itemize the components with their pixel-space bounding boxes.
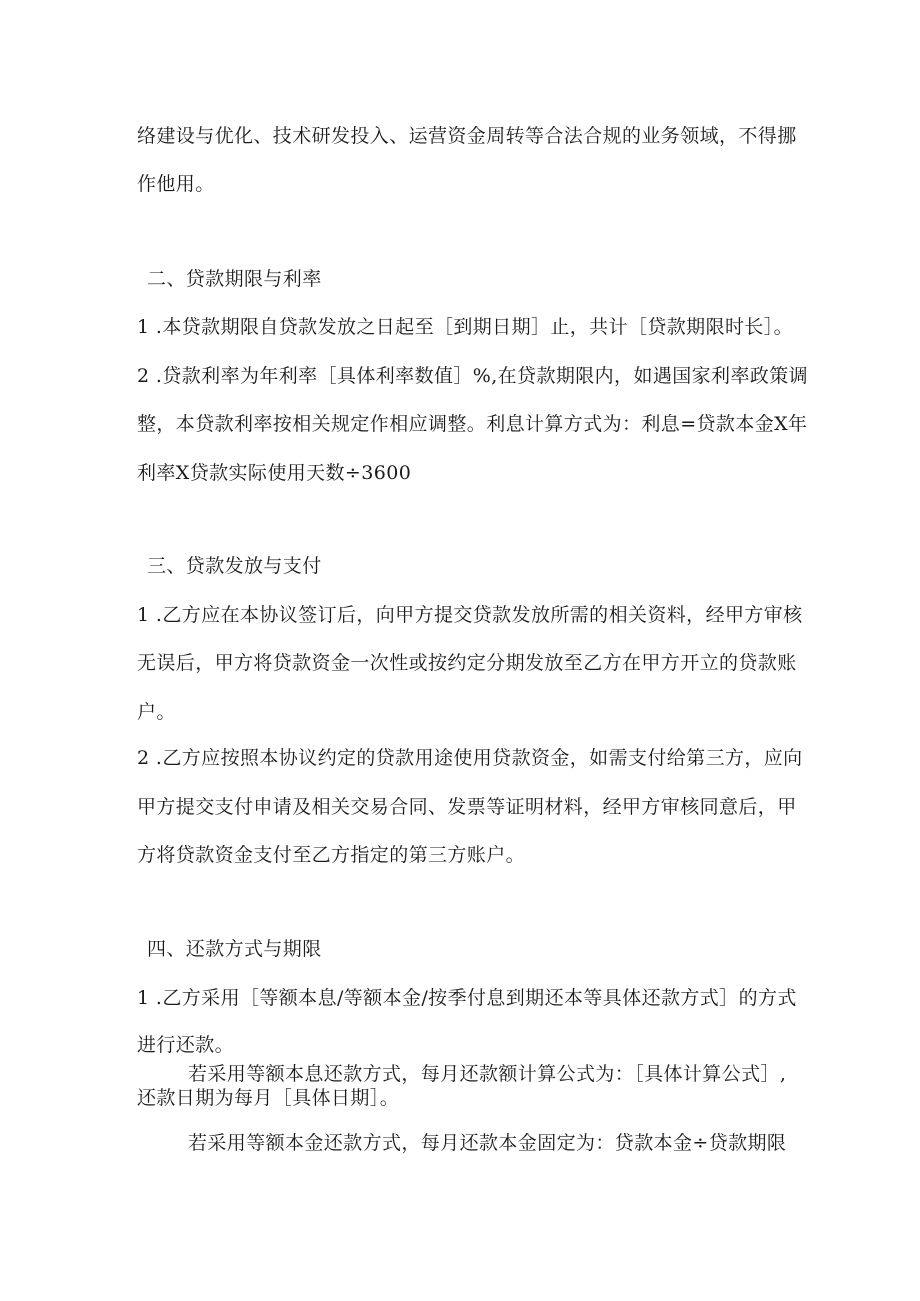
paragraph-line: 利率X贷款实际使用天数÷3600 <box>137 462 412 484</box>
paragraph-line: 进行还款。 <box>137 1034 235 1056</box>
paragraph-line: 2 .贷款利率为年利率［具体利率数值］%,在贷款期限内，如遇国家利率政策调 <box>137 365 809 387</box>
paragraph-line: 甲方提交支付申请及相关交易合同、发票等证明材料，经甲方审核同意后，甲 <box>137 796 797 818</box>
paragraph-line: 1 .乙方采用［等额本息/等额本金/按季付息到期还本等具体还款方式］的方式 <box>137 987 797 1009</box>
paragraph-line: 络建设与优化、技术研发投入、运营资金周转等合法合规的业务领域，不得挪 <box>137 125 797 147</box>
paragraph-line: 方将贷款资金支付至乙方指定的第三方账户。 <box>137 844 526 866</box>
section-heading: 二、贷款期限与利率 <box>147 268 322 290</box>
section-heading: 四、还款方式与期限 <box>147 938 322 960</box>
paragraph-line: 还款日期为每月［具体日期］。 <box>137 1087 400 1109</box>
paragraph-line: 无误后，甲方将贷款资金一次性或按约定分期发放至乙方在甲方开立的贷款账 <box>137 652 797 674</box>
paragraph-line: 整，本贷款利率按相关规定作相应调整。利息计算方式为：利息=贷款本金X年 <box>137 413 808 435</box>
paragraph-line: 1 .本贷款期限自贷款发放之日起至［到期日期］止，共计［贷款期限时长］。 <box>137 316 794 338</box>
paragraph-line: 1 .乙方应在本协议签订后，向甲方提交贷款发放所需的相关资料，经甲方审核 <box>137 604 803 626</box>
paragraph-line: 户。 <box>137 701 176 723</box>
section-heading: 三、贷款发放与支付 <box>147 555 322 577</box>
paragraph-line: 作他用。 <box>137 173 215 195</box>
paragraph-line: 若采用等额本金还款方式，每月还款本金固定为：贷款本金÷贷款期限 <box>188 1132 787 1154</box>
paragraph-line: 若采用等额本息还款方式，每月还款额计算公式为：［具体计算公式］, <box>188 1063 787 1085</box>
paragraph-line: 2 .乙方应按照本协议约定的贷款用途使用贷款资金，如需支付给第三方，应向 <box>137 747 803 769</box>
